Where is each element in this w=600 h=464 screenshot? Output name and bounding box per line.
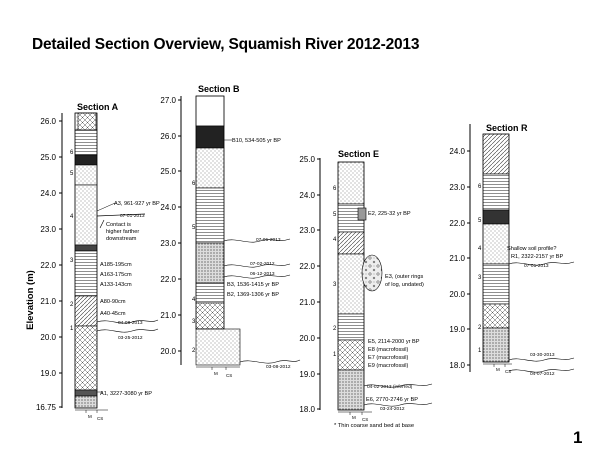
- tick-label: 20.0: [449, 290, 465, 299]
- section-r: [449, 123, 574, 377]
- section-e: [299, 149, 432, 429]
- annotation: A1, 3227-3080 yr BP: [100, 391, 152, 397]
- tick-label: 24.0: [299, 191, 315, 200]
- tick-label: 25.0: [40, 153, 56, 162]
- section-r-title: Section R: [486, 123, 528, 133]
- tick-label: 26.0: [40, 117, 56, 126]
- unit-number: 4: [333, 237, 337, 243]
- section-b: [160, 84, 300, 378]
- y-axis-label: Elevation (m): [25, 270, 36, 330]
- annotation: A133-143cm: [100, 282, 132, 288]
- annotation: of log, undated): [385, 282, 424, 288]
- section-a-title: Section A: [77, 102, 119, 112]
- unit-number: 2: [70, 302, 74, 308]
- section-b-column: [196, 96, 240, 365]
- section-b-unit-numbers: [192, 181, 196, 354]
- tick-label: 27.0: [160, 96, 176, 105]
- section-e-unit-numbers: [333, 186, 337, 358]
- unit-number: 6: [192, 181, 196, 187]
- annotation: 07-01-2013: [256, 238, 281, 243]
- section-e-grain-scale: [338, 412, 372, 422]
- annotation: 06-12-2013: [250, 272, 275, 277]
- section-e-annotations: [364, 211, 432, 412]
- annotation: E3, (outer rings: [385, 274, 424, 280]
- annotation: B3, 1536-1415 yr BP: [227, 282, 279, 288]
- unit-number: 1: [478, 348, 482, 354]
- unit-number: 6: [70, 150, 74, 156]
- annotation: 03-08-2012: [266, 365, 291, 370]
- footnote: * Thin coarse sand bed at base: [334, 423, 415, 429]
- annotation: downstream: [106, 236, 137, 242]
- tick-label: 22.0: [160, 275, 176, 284]
- section-a-unit-numbers: [70, 150, 74, 332]
- unit-number: 3: [70, 258, 74, 264]
- tick-label: 21.0: [449, 254, 465, 263]
- section-b-grain-scale: [196, 367, 240, 378]
- section-e-ticks: [299, 155, 320, 414]
- unit-number: 4: [70, 214, 74, 220]
- annotation: E5, 2114-2000 yr BP: [368, 339, 420, 345]
- tick-label: 22.0: [449, 219, 465, 228]
- tick-label: 21.0: [299, 298, 315, 307]
- annotation: Shallow soil profile?: [507, 246, 557, 252]
- unit-number: 4: [192, 297, 196, 303]
- annotation: A40-45cm: [100, 311, 126, 317]
- tick-label: 24.0: [160, 203, 176, 212]
- section-a-ticks: [36, 117, 62, 412]
- unit-number: 6: [333, 186, 337, 192]
- tick-label: 23.0: [299, 226, 315, 235]
- section-e-column: [338, 162, 382, 410]
- annotation: E6, 2770-2746 yr BP: [366, 397, 418, 403]
- tick-label: 21.0: [160, 311, 176, 320]
- tick-label: 24.0: [40, 189, 56, 198]
- unit-number: 1: [333, 352, 337, 358]
- annotation: 07-01-2013: [524, 264, 549, 269]
- tick-label: 20.0: [299, 334, 315, 343]
- section-b-title: Section B: [198, 84, 240, 94]
- annotation: B10, 534-505 yr BP: [232, 138, 281, 144]
- tick-label: 19.0: [299, 370, 315, 379]
- unit-number: 3: [192, 319, 196, 325]
- grain-label: CS: [226, 373, 233, 378]
- grain-label: M: [214, 371, 218, 376]
- unit-number: 2: [192, 348, 196, 354]
- tick-label: 22.0: [299, 262, 315, 271]
- annotation: B2, 1369-1306 yr BP: [227, 292, 279, 298]
- annotation: R1, 2322-2157 yr BP: [511, 254, 564, 260]
- tick-label: 24.0: [449, 147, 465, 156]
- annotation: 07-01-2013: [120, 214, 145, 219]
- section-a-column: [75, 113, 97, 408]
- annotation: 04-02-2013 (inferred): [367, 385, 413, 390]
- unit-number: 1: [70, 326, 74, 332]
- section-r-annotations: [507, 246, 574, 377]
- tick-label: 23.0: [160, 239, 176, 248]
- tick-label: 20.0: [40, 333, 56, 342]
- annotation: A185-195cm: [100, 262, 132, 268]
- tick-label: 23.0: [449, 183, 465, 192]
- grain-label: CS: [97, 416, 104, 421]
- tick-label: 20.0: [160, 347, 176, 356]
- annotation: E2, 225-32 yr BP: [368, 211, 411, 217]
- unit-number: 2: [333, 326, 337, 332]
- page-title: Detailed Section Overview, Squamish River 2012-2013: [32, 36, 420, 53]
- tick-label: 23.0: [40, 225, 56, 234]
- unit-number: 5: [70, 171, 74, 177]
- section-r-ticks: [449, 147, 470, 370]
- annotation: 03-24-2012: [380, 407, 405, 412]
- section-e-title: Section E: [338, 149, 380, 159]
- annotation: higher farther: [106, 229, 140, 235]
- unit-number: 6: [478, 184, 482, 190]
- annotation: E7 (macrofossil): [368, 355, 409, 361]
- section-a: [36, 102, 160, 421]
- unit-number: 5: [478, 218, 482, 224]
- tick-label: 16.75: [35, 403, 56, 412]
- annotation: E8 (macrofossil): [368, 347, 409, 353]
- tick-label: 18.0: [299, 405, 315, 414]
- section-b-ticks: [160, 96, 181, 356]
- annotation: Contact is: [106, 222, 131, 228]
- unit-number: 3: [478, 275, 482, 281]
- annotation: 07-02-2012: [250, 262, 275, 267]
- unit-number: 2: [478, 325, 482, 331]
- tick-label: 18.0: [449, 361, 465, 370]
- unit-number: 3: [333, 282, 337, 288]
- annotation: 03-30-2013: [530, 353, 555, 358]
- unit-number: 4: [478, 246, 482, 252]
- grain-label: CS: [362, 417, 369, 422]
- grain-label: M: [496, 367, 500, 372]
- annotation: A3, 961-927 yr BP: [114, 201, 160, 207]
- tick-label: 26.0: [160, 132, 176, 141]
- annotation: A163-175cm: [100, 272, 132, 278]
- unit-number: 5: [192, 225, 196, 231]
- grain-label: M: [88, 414, 92, 419]
- section-a-grain-scale: [75, 410, 108, 421]
- annotation: 04-07-2012: [530, 372, 555, 377]
- annotation: E9 (macrofossil): [368, 363, 409, 369]
- page-number: 1: [573, 428, 583, 447]
- section-a-annotations: [97, 201, 160, 397]
- tick-label: 19.0: [449, 325, 465, 334]
- grain-label: CS: [505, 369, 512, 374]
- unit-number: 5: [333, 212, 337, 218]
- grain-label: M: [352, 415, 356, 420]
- section-r-unit-numbers: [478, 184, 482, 354]
- tick-label: 25.0: [160, 167, 176, 176]
- section-r-column: [483, 134, 509, 362]
- tick-label: 22.0: [40, 261, 56, 270]
- section-r-grain-scale: [483, 364, 512, 374]
- annotation: A80-90cm: [100, 299, 126, 305]
- tick-label: 21.0: [40, 297, 56, 306]
- tick-label: 25.0: [299, 155, 315, 164]
- annotation: 04-08-2013: [118, 321, 143, 326]
- annotation: 03-25-2012: [118, 336, 143, 341]
- tick-label: 19.0: [40, 369, 56, 378]
